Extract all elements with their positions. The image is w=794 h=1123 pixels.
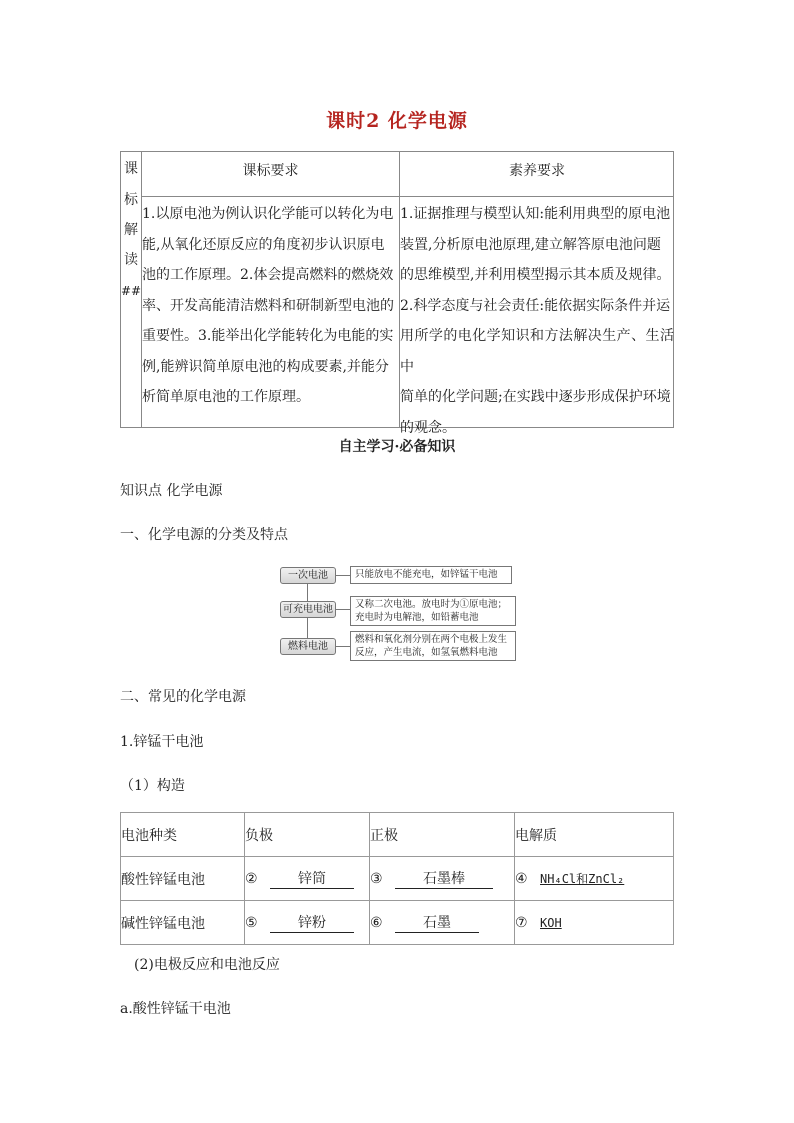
answer-blank: 锌筒: [270, 868, 354, 889]
text-line: 的观念。: [400, 419, 456, 436]
part1-title: 一、化学电源的分类及特点: [120, 527, 288, 543]
answer-blank: KOH: [540, 915, 562, 930]
negative-cell: [245, 857, 370, 901]
positive-cell: [370, 857, 515, 901]
electrolyte-cell: [515, 901, 674, 945]
side-label-char: 标: [124, 192, 138, 208]
subsection-acidic: a.酸性锌锰干电池: [120, 1001, 231, 1017]
side-label-char: ##: [121, 284, 142, 298]
side-label-char: 课: [124, 161, 138, 177]
battery-type: 酸性锌锰电池: [121, 857, 245, 901]
header-standard-req: 课标要求: [242, 163, 299, 179]
negative-cell: [245, 901, 370, 945]
literacy-req-text: [400, 199, 674, 443]
desc-line: 只能放电不能充电，如锌锰干电池: [355, 569, 498, 580]
battery-structure-table: [120, 812, 674, 945]
diagram-desc-primary: [350, 566, 512, 584]
desc-line: 燃料和氧化剂分别在两个电极上发生: [355, 634, 508, 645]
positive-cell: [370, 901, 515, 945]
connector: [336, 575, 350, 576]
answer-number: ⑦: [515, 914, 528, 931]
desc-line: 反应，产生电流，如氢氧燃料电池: [355, 647, 498, 658]
header-cell: 电解质: [515, 813, 674, 857]
answer-blank: 石墨: [395, 912, 479, 933]
standard-req-text: [142, 199, 398, 413]
text-line: 1.证据推理与模型认知:能利用典型的原电池: [400, 206, 671, 222]
curriculum-table: [120, 151, 674, 436]
diagram-box-fuel: 燃料电池: [280, 638, 336, 655]
answer-blank: 石墨棒: [395, 868, 493, 889]
electrolyte-cell: [515, 857, 674, 901]
text-line: 重要性。3.能举出化学能转化为电能的实: [142, 328, 394, 344]
table-divider: [141, 196, 673, 197]
table-row: [121, 857, 674, 901]
text-line: 率、开发高能清洁燃料和研制新型电池的: [142, 297, 394, 314]
text-line: 例,能辨识简单原电池的构成要素,并能分: [142, 358, 389, 375]
part2-title: 二、常见的化学电源: [120, 689, 246, 705]
diagram-desc-fuel: [350, 631, 516, 661]
header-literacy-req: 素养要求: [509, 163, 565, 179]
header-cell: 电池种类: [121, 813, 245, 857]
battery-type: 碱性锌锰电池: [121, 901, 245, 945]
answer-number: ④: [515, 871, 528, 887]
subsection-reactions: (2)电极反应和电池反应: [134, 957, 280, 973]
text-line: 1.以原电池为例认识化学能可以转化为电: [142, 206, 394, 222]
connector: [307, 618, 308, 638]
page-title: 课时2 化学电源: [326, 110, 468, 132]
connector: [336, 646, 350, 647]
subsection-zn-mn: 1.锌锰干电池: [120, 734, 204, 750]
answer-number: ⑤: [245, 915, 258, 931]
text-line: 简单的化学问题;在实践中逐步形成保护环境: [400, 389, 671, 405]
section-heading: 自主学习·必备知识: [338, 439, 456, 455]
answer-blank: NH₄Cl和ZnCl₂: [540, 872, 625, 886]
answer-number: ③: [370, 871, 383, 887]
answer-blank: 锌粉: [270, 912, 354, 933]
diagram-box-primary: 一次电池: [280, 567, 336, 584]
answer-number: ②: [245, 871, 258, 887]
table-header-row: [121, 813, 674, 857]
diagram-box-rechargeable: 可充电电池: [280, 601, 336, 618]
battery-classification-diagram: [280, 564, 516, 664]
table-row: [121, 901, 674, 945]
text-line: 能,从氧化还原反应的角度初步认识原电: [142, 236, 385, 253]
desc-line: 充电时为电解池，如铅蓄电池: [355, 612, 479, 623]
connector: [307, 584, 308, 601]
text-line: 2.科学态度与社会责任:能依据实际条件并运: [400, 297, 671, 314]
header-cell: 负极: [245, 813, 370, 857]
desc-line: 又称二次电池。放电时为①原电池；: [355, 599, 508, 610]
text-line: 用所学的电化学知识和方法解决生产、生活中: [400, 328, 674, 375]
text-line: 析简单原电池的工作原理。: [142, 389, 310, 405]
diagram-desc-rechargeable: [350, 596, 516, 626]
side-label-char: 读: [124, 252, 138, 268]
connector: [336, 609, 350, 610]
subsection-structure: （1）构造: [120, 778, 185, 794]
answer-number: ⑥: [370, 915, 383, 931]
header-cell: 正极: [370, 813, 515, 857]
text-line: 装置,分析原电池原理,建立解答原电池问题: [400, 236, 661, 253]
side-label-char: 解: [124, 222, 138, 238]
text-line: 池的工作原理。2.体会提高燃料的燃烧效: [142, 267, 394, 283]
text-line: 的思维模型,并利用模型揭示其本质及规律。: [400, 267, 671, 283]
knowledge-point: 知识点 化学电源: [120, 483, 223, 499]
